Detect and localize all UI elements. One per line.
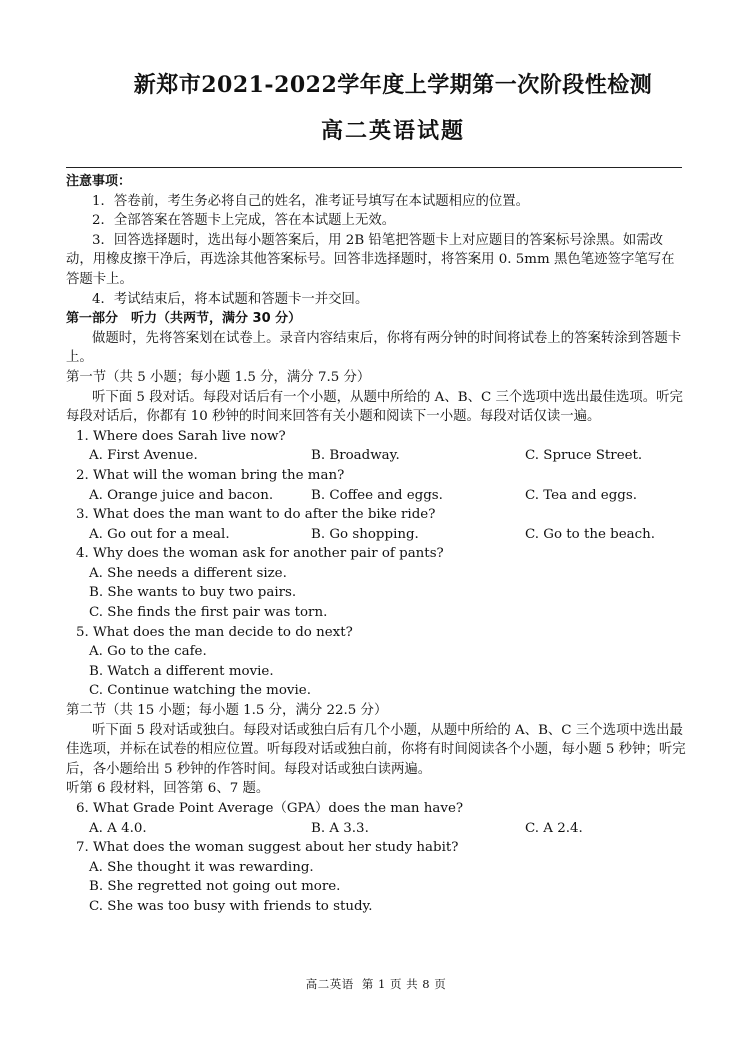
section2-instruction: 听下面 5 段对话或独白。每段对话或独白后有几个小题，从题中所给的 A、B、C 三个选项中选出最佳选项，并标在试卷的相应位置。听每段对话或独白前，你将有时间阅读各个小题，每小题 5 秒钟；听完后，各小题给出 5 秒钟的作答时间。每段对话或独白读两遍。: [66, 722, 686, 777]
option-a: A. Go out for a meal.: [89, 526, 230, 542]
question-stem: 5. What does the man decide to do next?: [76, 624, 353, 640]
question-stem: 4. Why does the woman ask for another pair of pants?: [76, 546, 444, 562]
option-b: B. Coffee and eggs.: [311, 487, 443, 503]
option-b: B. Go shopping.: [311, 526, 419, 542]
question-options: [66, 446, 686, 466]
option-c: C. A 2.4.: [525, 820, 583, 836]
option-a: A. A 4.0.: [89, 820, 147, 836]
option-a: A. First Avenue.: [89, 448, 198, 464]
question-stem: 7. What does the woman suggest about her study habit?: [76, 840, 459, 856]
option-c: C. Continue watching the movie.: [89, 683, 311, 699]
question-options: [66, 486, 686, 506]
question-options: [66, 819, 686, 839]
section1-instruction: 听下面 5 段对话。每段对话后有一个小题，从题中所给的 A、B、C 三个选项中选出最佳选项。听完每段对话后，你都有 10 秒钟的时间来回答有关小题和阅读下一小题。每段对话仅读一遍。: [66, 389, 683, 425]
option-c: C. Go to the beach.: [525, 526, 656, 542]
option-a: A. Orange juice and bacon.: [89, 487, 274, 503]
part1-instruction: 做题时，先将答案划在试卷上。录音内容结束后，你将有两分钟的时间将试卷上的答案转涂到答题卡上。: [66, 330, 682, 366]
exam-subtitle: 高二英语试题: [320, 118, 465, 144]
option-b: B. She wants to buy two pairs.: [89, 585, 297, 601]
option-b: B. Watch a different movie.: [89, 663, 274, 679]
option-b: B. A 3.3.: [311, 820, 369, 836]
part1-heading: 第一部分 听力（共两节，满分 30 分）: [66, 311, 302, 327]
page-footer: [0, 976, 752, 992]
notice-item: 4．考试结束后，将本试题和答题卡一并交回。: [92, 291, 369, 307]
notice-item: 2．全部答案在答题卡上完成，答在本试题上无效。: [92, 213, 396, 229]
question-stem: 6. What Grade Point Average（GPA）does the man have?: [76, 801, 464, 816]
question-options: [66, 525, 686, 545]
notice-item: 3．回答选择题时，选出每小题答案后，用 2B 铅笔把答题卡上对应题目的答案标号涂黑。如需改动，用橡皮擦干净后，再选涂其他答案标号。回答非选择题时，将答案用 0. 5mm 黑色笔迹签字笔写在答题卡上。: [66, 232, 675, 287]
option-c: C. Spruce Street.: [525, 448, 643, 464]
option-a: A. She needs a different size.: [89, 565, 287, 581]
option-b: B. She regretted not going out more.: [89, 879, 341, 895]
footer-page-number: 第 1 页 共 8 页: [361, 977, 447, 991]
exam-title: 新郑市2021-2022学年度上学期第一次阶段性检测: [133, 72, 653, 98]
option-b: B. Broadway.: [311, 448, 400, 464]
exam-body: [66, 172, 686, 917]
section1-heading: 第一节（共 5 小题；每小题 1.5 分，满分 7.5 分）: [66, 369, 371, 385]
question-stem: 1. Where does Sarah live now?: [76, 428, 286, 444]
option-c: C. She was too busy with friends to study.: [89, 898, 373, 914]
notice-heading: 注意事项：: [66, 174, 132, 189]
footer-subject: 高二英语: [305, 977, 354, 991]
question-stem: 3. What does the man want to do after the bike ride?: [76, 507, 436, 523]
notice-item: 1．答卷前，考生务必将自己的姓名，准考证号填写在本试题相应的位置。: [92, 193, 530, 209]
option-a: A. She thought it was rewarding.: [89, 859, 314, 875]
option-c: C. Tea and eggs.: [525, 487, 637, 503]
question-stem: 2. What will the woman bring the man?: [76, 467, 345, 483]
option-c: C. She finds the first pair was torn.: [89, 605, 328, 621]
title-divider: [66, 167, 682, 168]
material-note: 听第 6 段材料，回答第 6、7 题。: [66, 781, 270, 797]
section2-heading: 第二节（共 15 小题；每小题 1.5 分，满分 22.5 分）: [66, 703, 388, 719]
option-a: A. Go to the cafe.: [89, 644, 207, 660]
